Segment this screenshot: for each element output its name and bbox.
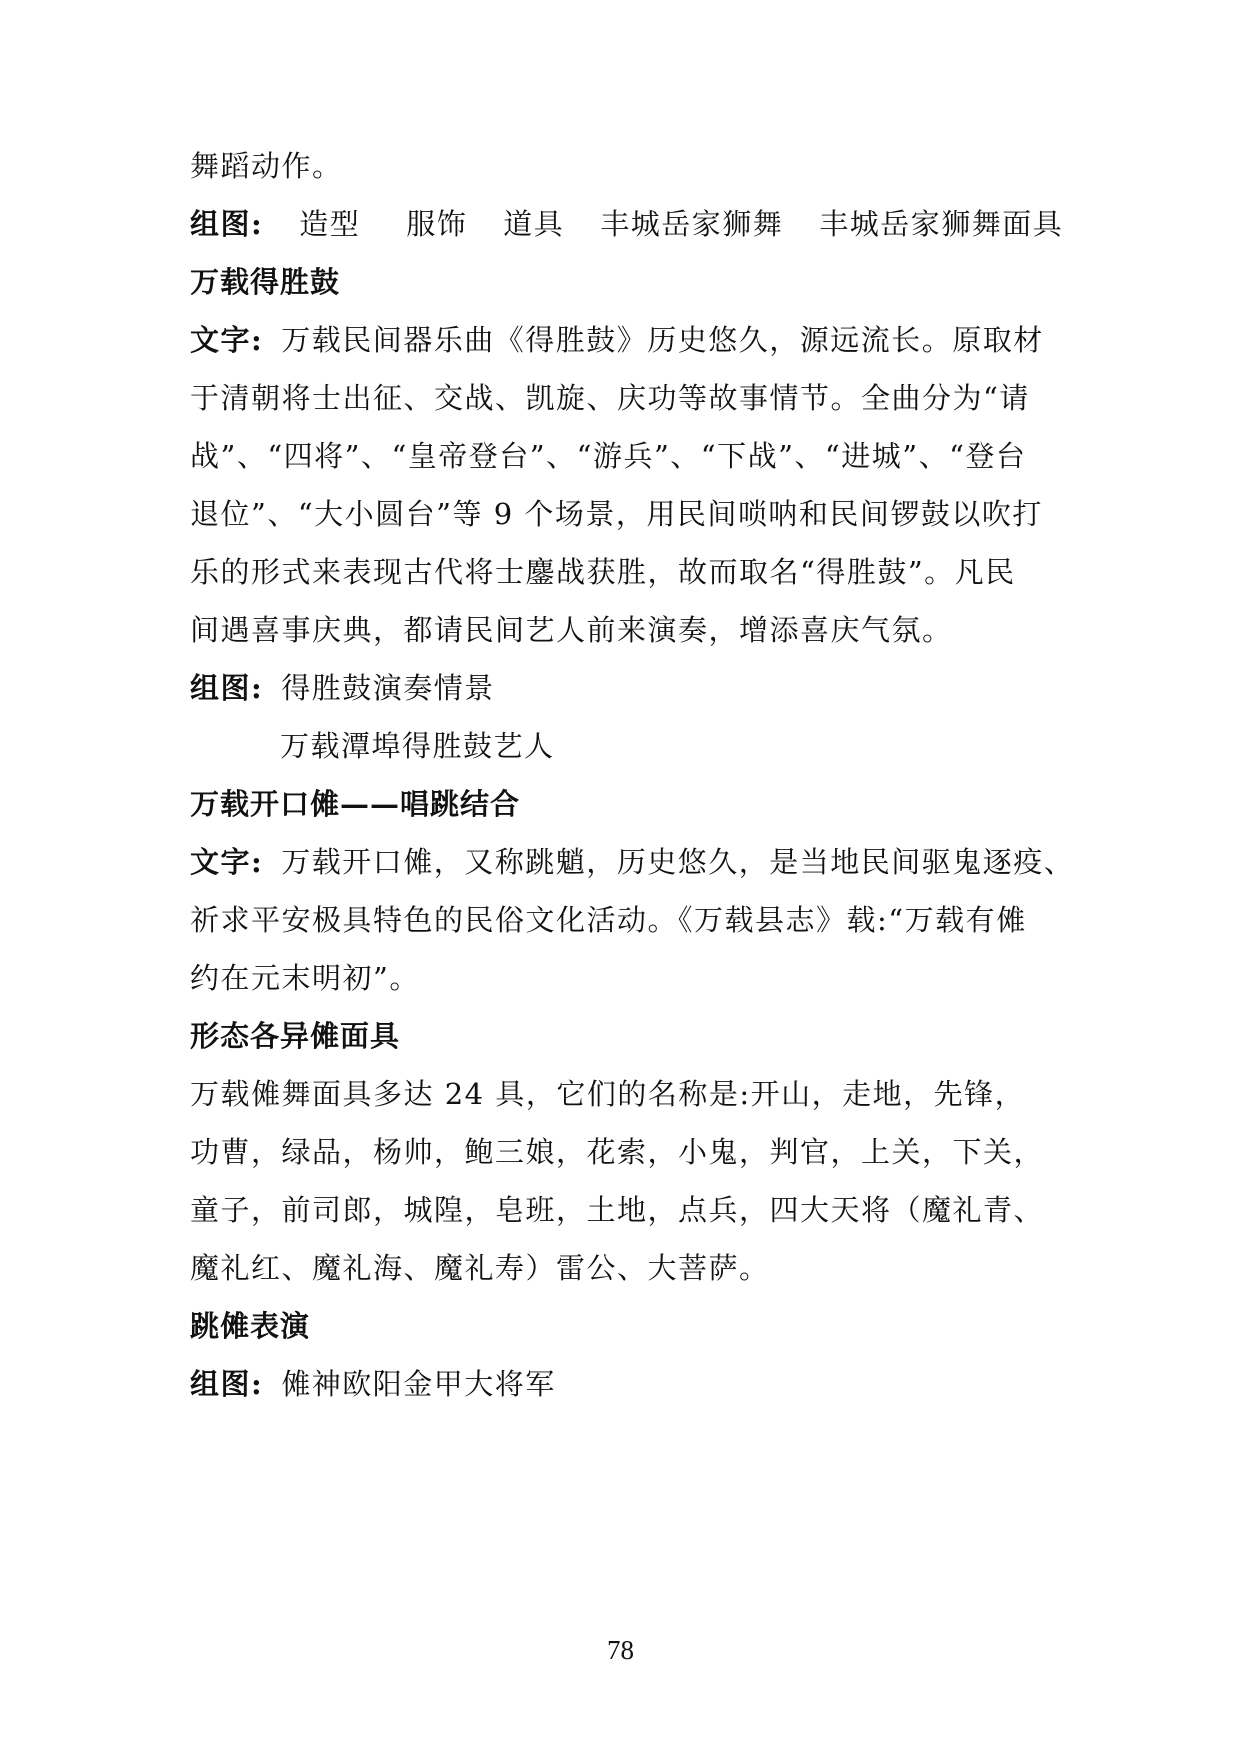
text-content: 万载开口傩，又称跳魈，历史悠久，是当地民间驱鬼逐疫、 [281, 845, 1075, 879]
text-line: 战”、“四将”、“皇帝登台”、“游兵”、“下战”、“进城”、“登台 [190, 439, 1027, 473]
text-line: 退位”、“大小圆台”等 9 个场景，用民间唢呐和民间锣鼓以吹打 [190, 497, 1043, 531]
section-heading: 万载开口傩——唱跳结合 [190, 787, 521, 821]
photo-group-line [190, 1364, 1070, 1404]
text-line: 祈求平安极具特色的民俗文化活动。《万载县志》载:“万载有傩 [190, 903, 1027, 937]
group-label: 组图: [190, 1367, 264, 1401]
caption-item: 服饰 [406, 207, 468, 241]
section-heading: 万载得胜鼓 [190, 265, 341, 299]
group-label: 组图: [190, 671, 264, 705]
photo-group-line [190, 668, 1070, 708]
caption-item: 丰城岳家狮舞 [600, 207, 784, 241]
text-line: 功曹，绿品，杨帅，鲍三娘，花索，小鬼，判官，上关，下关， [190, 1135, 1045, 1169]
caption-item: 得胜鼓演奏情景 [281, 671, 495, 705]
text-line: 万载傩舞面具多达 24 具，它们的名称是:开山，走地，先锋， [190, 1077, 1026, 1111]
text-line: 约在元末明初”。 [190, 961, 420, 995]
photo-group-line [190, 204, 1070, 244]
caption-item: 万载潭埠得胜鼓艺人 [280, 729, 555, 763]
group-label: 组图: [190, 207, 264, 241]
section-heading: 跳傩表演 [190, 1309, 311, 1343]
text-label: 文字: [190, 323, 264, 357]
text-line [190, 842, 1075, 882]
text-label: 文字: [190, 845, 264, 879]
text-content: 万载民间器乐曲《得胜鼓》历史悠久，源远流长。原取材 [281, 323, 1044, 357]
text-line: 间遇喜事庆典，都请民间艺人前来演奏，增添喜庆气氛。 [190, 613, 953, 647]
text-line: 于清朝将士出征、交战、凯旋、庆功等故事情节。全曲分为“请 [190, 381, 1030, 415]
caption-item: 造型 [299, 207, 361, 241]
caption-item: 道具 [503, 207, 565, 241]
page-number: 78 [607, 1635, 634, 1665]
text-line: 魔礼红、魔礼海、魔礼寿）雷公、大菩萨。 [190, 1251, 770, 1285]
caption-item: 丰城岳家狮舞面具 [819, 207, 1064, 241]
text-line: 乐的形式来表现古代将士鏖战获胜，故而取名“得胜鼓”。凡民 [190, 555, 1016, 589]
text-line [190, 320, 1070, 360]
section-heading: 形态各异傩面具 [190, 1019, 401, 1053]
text-line: 童子，前司郎，城隍，皂班，土地，点兵，四大天将（魔礼青、 [190, 1193, 1045, 1227]
text-line: 舞蹈动作。 [190, 149, 343, 183]
caption-item: 傩神欧阳金甲大将军 [281, 1367, 556, 1401]
